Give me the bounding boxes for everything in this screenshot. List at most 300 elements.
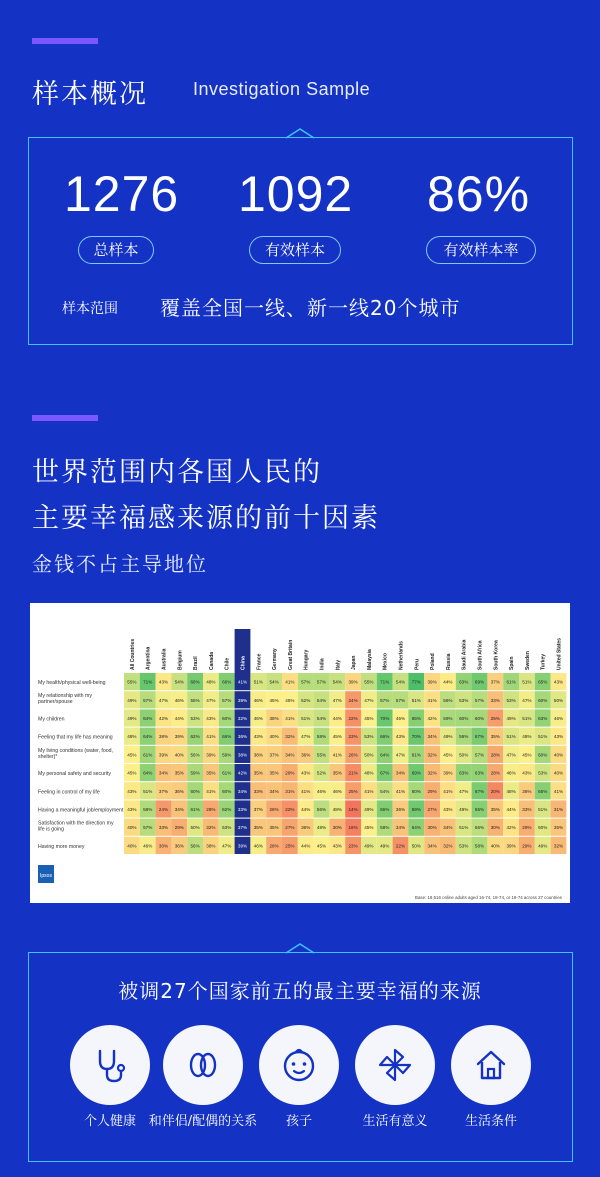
heatmap-cell-value: 37%: [490, 679, 500, 685]
heatmap-cell-value: 29%: [174, 825, 184, 831]
country-header-label: Chile: [224, 657, 231, 670]
heatmap-cell-value: 28%: [490, 770, 500, 776]
heatmap-cell-value: 45%: [127, 752, 137, 758]
heatmap-cell-value: 61%: [222, 770, 232, 776]
heatmap-cell-value: 36%: [395, 807, 406, 812]
heatmap-table-card: [30, 603, 570, 903]
heatmap-cell-value: 60%: [538, 752, 548, 758]
heatmap-cell-value: 41%: [443, 788, 453, 794]
heatmap-cell-value: 33%: [490, 697, 500, 703]
heatmap-cell-value: 41%: [285, 716, 295, 721]
heatmap-cell-value: 36%: [237, 734, 248, 740]
heatmap-cell-value: 48%: [522, 734, 532, 740]
heatmap-cell-value: 43%: [553, 734, 564, 740]
heatmap-cell-value: 43%: [127, 788, 137, 794]
heatmap-cell-value: 39%: [237, 697, 248, 703]
heatmap-cell-value: 51%: [301, 716, 311, 721]
country-header-label: United States: [556, 638, 563, 670]
heatmap-cell-value: 32%: [237, 716, 248, 721]
heatmap-cell-value: 53%: [364, 734, 374, 740]
heatmap-cell-value: 41%: [301, 788, 311, 794]
heatmap-cell-value: 35%: [490, 807, 500, 812]
country-header-label: Argentina: [145, 646, 152, 670]
heatmap-cell-value: 51%: [411, 697, 421, 703]
heatmap-cell-value: 27%: [285, 825, 295, 831]
heatmap-cell-value: 20%: [490, 788, 500, 794]
heatmap-cell-value: 18%: [348, 825, 358, 831]
heatmap-cell-value: 44%: [506, 807, 516, 812]
heatmap-cell-value: 43%: [553, 679, 564, 685]
heatmap-cell-value: 40%: [127, 825, 137, 831]
heatmap-cell-value: 25%: [348, 788, 358, 794]
heatmap-cell-value: 57%: [316, 679, 327, 685]
heatmap-cell-value: 39%: [506, 843, 516, 849]
heatmap-cell-value: 47%: [332, 697, 342, 703]
heatmap-cell-value: 38%: [206, 843, 216, 849]
heatmap-cell-value: 46%: [253, 716, 263, 721]
heatmap-cell-value: 60%: [538, 697, 548, 703]
heatmap-cell-value: 45%: [316, 843, 327, 849]
heatmap-cell-value: 45%: [364, 825, 374, 831]
heatmap-cell-value: 53%: [538, 770, 548, 776]
country-header-label: Netherlands: [398, 641, 405, 670]
row-label: life is going: [38, 826, 64, 833]
heatmap-cell-value: 40%: [174, 752, 184, 758]
country-header-label: Brazil: [193, 656, 200, 670]
country-header-label: India: [319, 658, 326, 670]
heatmap-cell-value: 48%: [332, 807, 342, 812]
heatmap-cell-value: 45%: [127, 770, 137, 776]
row-label: Satisfaction with the direction my: [38, 820, 114, 827]
heatmap-cell-value: 44%: [332, 716, 342, 721]
heatmap-cell-value: 23%: [348, 734, 358, 740]
heatmap-cell-value: 41%: [395, 788, 406, 794]
stat-rate-label: 有效样本率: [426, 236, 536, 264]
heatmap-cell-value: 57%: [222, 697, 232, 703]
heatmap-cell-value: 46%: [143, 843, 153, 849]
heart-rings-icon: [183, 1045, 223, 1085]
heatmap-cell-value: 60%: [459, 716, 469, 721]
heatmap-cell-value: 55%: [190, 697, 200, 703]
section-accent-bar: [32, 415, 98, 421]
heatmap-cell-value: 48%: [506, 788, 516, 794]
heatmap-cell-value: 57%: [474, 697, 485, 703]
heatmap-cell-value: 24%: [348, 697, 358, 703]
heatmap-cell-value: 49%: [364, 807, 374, 812]
heatmap-cell-value: 50%: [411, 843, 421, 849]
heatmap-cell-value: 36%: [174, 843, 184, 849]
country-header-label: Italy: [335, 659, 342, 670]
heatmap-cell-value: 32%: [443, 843, 453, 849]
heatmap-cell-value: 35%: [269, 770, 279, 776]
country-header-label: Sweden: [524, 651, 531, 670]
heatmap-cell-value: 57%: [301, 679, 311, 685]
heatmap-cell-value: 26%: [348, 752, 358, 758]
country-header-label: Great Britain: [287, 639, 294, 670]
heatmap-cell-value: 50%: [364, 752, 374, 758]
heatmap-cell-value: 54%: [332, 679, 342, 685]
heatmap-cell-value: 67%: [380, 770, 390, 776]
country-header-label: Belgium: [177, 650, 184, 670]
heatmap-cell-value: 50%: [190, 825, 200, 831]
heatmap-cell-value: 47%: [459, 788, 469, 794]
heatmap-cell-value: 47%: [222, 843, 232, 849]
heatmap-cell-value: 41%: [237, 679, 248, 685]
heatmap-cell-value: 32%: [427, 770, 437, 776]
heatmap-cell-value: 34%: [395, 825, 406, 831]
health-icon-circle: [70, 1025, 150, 1105]
heatmap-cell-value: 46%: [253, 843, 263, 849]
heatmap-cell-value: 52%: [316, 770, 327, 776]
heatmap-cell-value: 62%: [190, 734, 200, 740]
heatmap-cell-value: 22%: [395, 843, 406, 849]
heatmap-cell-value: 54%: [174, 679, 184, 685]
heatmap-cell-value: 34%: [427, 734, 437, 740]
heatmap-cell-value: 41%: [206, 734, 216, 740]
heatmap-cell-value: 33%: [253, 788, 263, 794]
heatmap-cell-value: 41%: [364, 788, 374, 794]
house-icon: [471, 1045, 511, 1085]
heatmap-cell-value: 40%: [490, 843, 500, 849]
heatmap-cell-value: 55%: [127, 679, 137, 685]
heatmap-cell-value: 46%: [553, 716, 564, 721]
heatmap-cell-value: 49%: [127, 716, 137, 721]
heatmap-cell-value: 43%: [301, 770, 311, 776]
heatmap-cell-value: 43%: [206, 716, 216, 721]
heatmap-cell-value: 47%: [301, 734, 311, 740]
stat-valid-label: 有效样本: [249, 236, 341, 264]
heatmap-cell-value: 22%: [285, 807, 295, 812]
country-header-label: Malaysia: [366, 649, 373, 670]
heatmap-cell-value: 51%: [522, 679, 532, 685]
heatmap-cell-value: 35%: [174, 770, 184, 776]
heatmap-cell-value: 64%: [143, 734, 153, 740]
heatmap-cell-value: 48%: [206, 679, 216, 685]
heatmap-cell-value: 45%: [443, 752, 453, 758]
heatmap-cell-value: 34%: [174, 807, 184, 812]
country-header-label: Peru: [414, 658, 421, 670]
heatmap-cell-value: 39%: [158, 752, 169, 758]
country-header-label: Spain: [509, 656, 516, 670]
heatmap-cell-value: 29%: [522, 825, 532, 831]
heatmap-cell-value: 51%: [538, 734, 548, 740]
heatmap-cell-value: 44%: [443, 679, 453, 685]
heatmap-cell-value: 45%: [364, 716, 374, 721]
heatmap-cell-value: 59%: [459, 734, 469, 740]
stat-total-label: 总样本: [78, 236, 154, 264]
country-header-label: Japan: [351, 655, 358, 670]
heatmap-cell-value: 35%: [553, 825, 564, 831]
heatmap-cell-value: 49%: [380, 843, 390, 849]
country-header-label: All Countries: [129, 638, 136, 670]
heatmap-cell-value: 50%: [553, 697, 564, 703]
heatmap-cell-value: 39%: [348, 679, 358, 685]
heatmap-cell-value: 28%: [269, 807, 279, 812]
heatmap-cell-value: 57%: [380, 697, 390, 703]
heatmap-cell-value: 63%: [459, 770, 469, 776]
heatmap-cell-value: 64%: [143, 770, 153, 776]
country-header-label: Saudi Arabia: [461, 639, 468, 670]
country-header-label: Turkey: [540, 653, 547, 670]
heatmap-cell-value: 48%: [127, 734, 137, 740]
heatmap-cell-value: 36%: [522, 788, 532, 794]
heatmap-cell-value: 36%: [301, 825, 311, 831]
heatmap-cell-value: 31%: [285, 788, 295, 794]
heatmap-cell-value: 57%: [143, 825, 153, 831]
heatmap-cell-value: 35%: [490, 734, 500, 740]
country-header-label: Russia: [445, 653, 452, 670]
stat-total-value: 1276: [64, 166, 180, 222]
heatmap-cell-value: 56%: [474, 825, 485, 831]
heatmap-cell-value: 53%: [459, 843, 469, 849]
heatmap-cell-value: 39%: [174, 734, 184, 740]
heatmap-cell-value: 58%: [474, 843, 485, 849]
heatmap-cell-value: 61%: [190, 807, 200, 812]
heatmap-cell-value: 60%: [411, 788, 421, 794]
row-label: My health/physical well-being: [38, 680, 106, 687]
heatmap-cell-value: 42%: [158, 716, 169, 721]
heatmap-cell-value: 43%: [332, 843, 342, 849]
heatmap-cell-value: 32%: [206, 825, 216, 831]
heatmap-cell-value: 54%: [269, 679, 279, 685]
heatmap-cell-value: 45%: [395, 716, 406, 721]
heatmap-cell-value: 50%: [538, 825, 548, 831]
heatmap-cell-value: 43%: [253, 734, 263, 740]
source-label-health: 个人健康: [83, 1114, 136, 1129]
heatmap-cell-value: 35%: [253, 825, 263, 831]
heatmap-cell-value: 35%: [269, 825, 279, 831]
heatmap-cell-value: 28%: [490, 752, 500, 758]
heatmap-cell-value: 58%: [380, 825, 390, 831]
heatmap-cell-value: 44%: [174, 716, 184, 721]
heatmap-cell-value: 40%: [553, 770, 564, 776]
heatmap-cell-value: 33%: [158, 825, 169, 831]
heatmap-cell-value: 34%: [395, 770, 406, 776]
heatmap-cell-value: 59%: [443, 716, 453, 721]
heatmap-cell-value: 22%: [348, 716, 358, 721]
sources-title: 被调27个国家前五的最主要幸福的来源: [118, 979, 482, 1003]
heatmap-cell-value: 57%: [143, 697, 153, 703]
heatmap-cell-value: 66%: [222, 679, 232, 685]
heatmap-cell-value: 28%: [269, 843, 279, 849]
heatmap-cell-value: 32%: [553, 843, 564, 849]
heatmap-cell-value: 38%: [237, 752, 248, 758]
row-label: partner/spouse: [38, 699, 73, 706]
heatmap-cell-value: 46%: [332, 788, 342, 794]
heatmap-cell-value: 49%: [443, 734, 453, 740]
heatmap-cell-value: 37%: [158, 788, 169, 794]
heatmap-cell-value: 59%: [222, 752, 232, 758]
heatmap-cell-value: 54%: [395, 679, 406, 685]
heatmap-cell-value: 34%: [237, 788, 248, 794]
heatmap-cell-value: 46%: [174, 697, 184, 703]
country-header-label: South Korea: [493, 640, 500, 670]
heatmap-cell-value: 63%: [538, 716, 548, 721]
heatmap-table: [30, 603, 570, 903]
sample-range-label: 样本范围: [62, 301, 118, 317]
heatmap-cell-value: 43%: [522, 770, 532, 776]
source-label-meaning: 生活有意义: [362, 1114, 428, 1129]
row-label: My children: [38, 716, 65, 723]
sample-title: 样本概况: [32, 79, 148, 110]
heatmap-cell-value: 69%: [411, 807, 421, 812]
source-label-children: 孩子: [285, 1114, 312, 1129]
heatmap-cell-value: 61%: [411, 752, 421, 758]
heatmap-cell-value: 34%: [443, 825, 453, 831]
heatmap-cell-value: 42%: [506, 825, 516, 831]
heatmap-cell-value: 30%: [158, 843, 169, 849]
heatmap-cell-value: 43%: [443, 807, 453, 812]
heatmap-cell-value: 53%: [459, 697, 469, 703]
heatmap-cell-value: 34%: [158, 770, 169, 776]
heatmap-cell-value: 25%: [490, 716, 500, 721]
heatmap-cell-value: 70%: [380, 716, 390, 721]
heatmap-cell-value: 42%: [427, 716, 437, 721]
country-header-label: Australia: [161, 648, 168, 670]
heatmap-cell-value: 31%: [553, 807, 564, 812]
heatmap-cell-value: 61%: [143, 752, 153, 758]
heatmap-cell-value: 49%: [459, 807, 469, 812]
heatmap-cell-value: 60%: [222, 716, 232, 721]
heatmap-cell-value: 67%: [474, 788, 485, 794]
world-title-line2: 主要幸福感来源的前十因素: [32, 503, 380, 534]
world-subtitle: 金钱不占主导地位: [32, 552, 208, 576]
heatmap-cell-value: 24%: [158, 807, 169, 812]
heatmap-cell-value: 43%: [395, 734, 406, 740]
heatmap-cell-value: 64%: [411, 825, 421, 831]
heatmap-cell-value: 25%: [285, 843, 295, 849]
heatmap-cell-value: 35%: [206, 770, 216, 776]
heatmap-cell-value: 64%: [380, 752, 390, 758]
heatmap-cell-value: 41%: [427, 697, 437, 703]
heatmap-cell-value: 67%: [474, 734, 485, 740]
heatmap-cell-value: 41%: [332, 752, 342, 758]
row-label: Feeling in control of my life: [38, 789, 100, 796]
heatmap-cell-value: 34%: [427, 843, 437, 849]
world-title-line1: 世界范围内各国人民的: [32, 457, 322, 488]
heatmap-cell-value: 44%: [301, 843, 311, 849]
heatmap-cell-value: 38%: [269, 716, 279, 721]
heatmap-cell-value: 60%: [474, 716, 485, 721]
heatmap-cell-value: 53%: [506, 697, 516, 703]
baby-face-icon: [279, 1045, 319, 1085]
heatmap-cell-value: 71%: [143, 679, 153, 685]
country-header-label: Germany: [272, 648, 279, 670]
heatmap-cell-value: 45%: [269, 697, 279, 703]
heatmap-cell-value: 66%: [222, 734, 232, 740]
heatmap-cell-value: 47%: [158, 697, 169, 703]
heatmap-cell-value: 41%: [553, 788, 564, 794]
heatmap-cell-value: 51%: [506, 734, 516, 740]
heatmap-cell-value: 30%: [332, 825, 342, 831]
row-label: My relationship with my: [38, 693, 92, 700]
heatmap-cell-value: 51%: [522, 716, 532, 721]
heatmap-cell-value: 65%: [538, 679, 548, 685]
section-accent-bar: [32, 38, 98, 44]
heatmap-cell-value: 27%: [427, 807, 437, 812]
pinwheel-icon: [375, 1045, 415, 1085]
heatmap-cell-value: 55%: [364, 679, 374, 685]
heatmap-cell-value: 53%: [222, 825, 232, 831]
meaning-icon-circle: [355, 1025, 435, 1105]
table-footnote: Base: 19,516 online adults aged 16-74, 18-74, or 19-74 across 27 countries: [415, 895, 562, 900]
heatmap-cell-value: 21%: [348, 770, 358, 776]
country-header-label: Poland: [430, 653, 437, 670]
row-label: Having more money: [38, 843, 85, 850]
heatmap-cell-value: 57%: [474, 752, 485, 758]
heatmap-cell-value: 68%: [190, 679, 200, 685]
heatmap-cell-value: 40%: [269, 734, 279, 740]
heatmap-cell-value: 23%: [348, 843, 358, 849]
heatmap-cell-value: 46%: [506, 770, 516, 776]
heatmap-cell-value: 54%: [380, 788, 390, 794]
heatmap-cell-value: 39%: [206, 752, 216, 758]
heatmap-cell-value: 69%: [411, 770, 421, 776]
heatmap-cell-value: 77%: [411, 679, 421, 685]
country-header-label: South Africa: [477, 640, 484, 670]
heatmap-cell-value: 32%: [427, 752, 437, 758]
heatmap-cell-value: 47%: [395, 752, 406, 758]
sample-subtitle: Investigation Sample: [193, 79, 371, 99]
heatmap-cell-value: 39%: [443, 770, 453, 776]
heatmap-cell-value: 30%: [427, 825, 437, 831]
frame-notch-icon: [286, 943, 314, 955]
heatmap-cell-value: 41%: [285, 679, 295, 685]
heatmap-cell-value: 58%: [143, 807, 153, 812]
heatmap-cell-value: 56%: [316, 807, 327, 812]
ipsos-logo-text: Ipsos: [40, 873, 52, 879]
row-label: My personal safety and security: [38, 771, 111, 778]
heatmap-cell-value: 35%: [253, 770, 263, 776]
heatmap-cell-value: 63%: [474, 770, 485, 776]
heatmap-cell-value: 47%: [206, 697, 216, 703]
heatmap-cell-value: 29%: [427, 788, 437, 794]
frame-notch-icon: [286, 128, 314, 140]
heatmap-cell-value: 38%: [158, 734, 169, 740]
row-label: Having a meaningful job/employment: [38, 807, 124, 814]
country-header-label: France: [256, 653, 263, 670]
heatmap-cell-value: 45%: [332, 734, 342, 740]
heatmap-cell-value: 29%: [522, 843, 532, 849]
heatmap-cell-value: 55%: [316, 752, 327, 758]
heatmap-cell-value: 30%: [490, 825, 500, 831]
country-header-label: China: [240, 656, 247, 670]
heatmap-cell-value: 35%: [332, 770, 342, 776]
heatmap-cell-value: 47%: [506, 752, 516, 758]
heatmap-cell-value: 33%: [237, 807, 248, 812]
heatmap-cell-value: 51%: [538, 807, 548, 812]
heatmap-cell-value: 61%: [506, 679, 516, 685]
relationship-icon-circle: [163, 1025, 243, 1105]
heatmap-cell-value: 63%: [459, 679, 469, 685]
heatmap-cell-value: 48%: [364, 770, 374, 776]
heatmap-cell-value: 60%: [190, 788, 200, 794]
stat-rate-value: 86%: [427, 166, 531, 222]
heatmap-cell-value: 65%: [538, 788, 548, 794]
heatmap-cell-value: 45%: [522, 752, 532, 758]
heatmap-cell-value: 52%: [301, 697, 311, 703]
heatmap-cell-value: 51%: [253, 679, 263, 685]
heatmap-cell-value: 69%: [474, 679, 485, 685]
heatmap-cell-value: 49%: [506, 716, 516, 721]
heatmap-cell-value: 34%: [269, 788, 279, 794]
row-label: My living conditions (water, food,: [38, 747, 113, 754]
heatmap-cell-value: 70%: [411, 734, 421, 740]
heatmap-cell-value: 50%: [459, 752, 469, 758]
heatmap-cell-value: 44%: [301, 807, 311, 812]
heatmap-cell-value: 54%: [316, 697, 327, 703]
heatmap-cell-value: 47%: [364, 697, 374, 703]
